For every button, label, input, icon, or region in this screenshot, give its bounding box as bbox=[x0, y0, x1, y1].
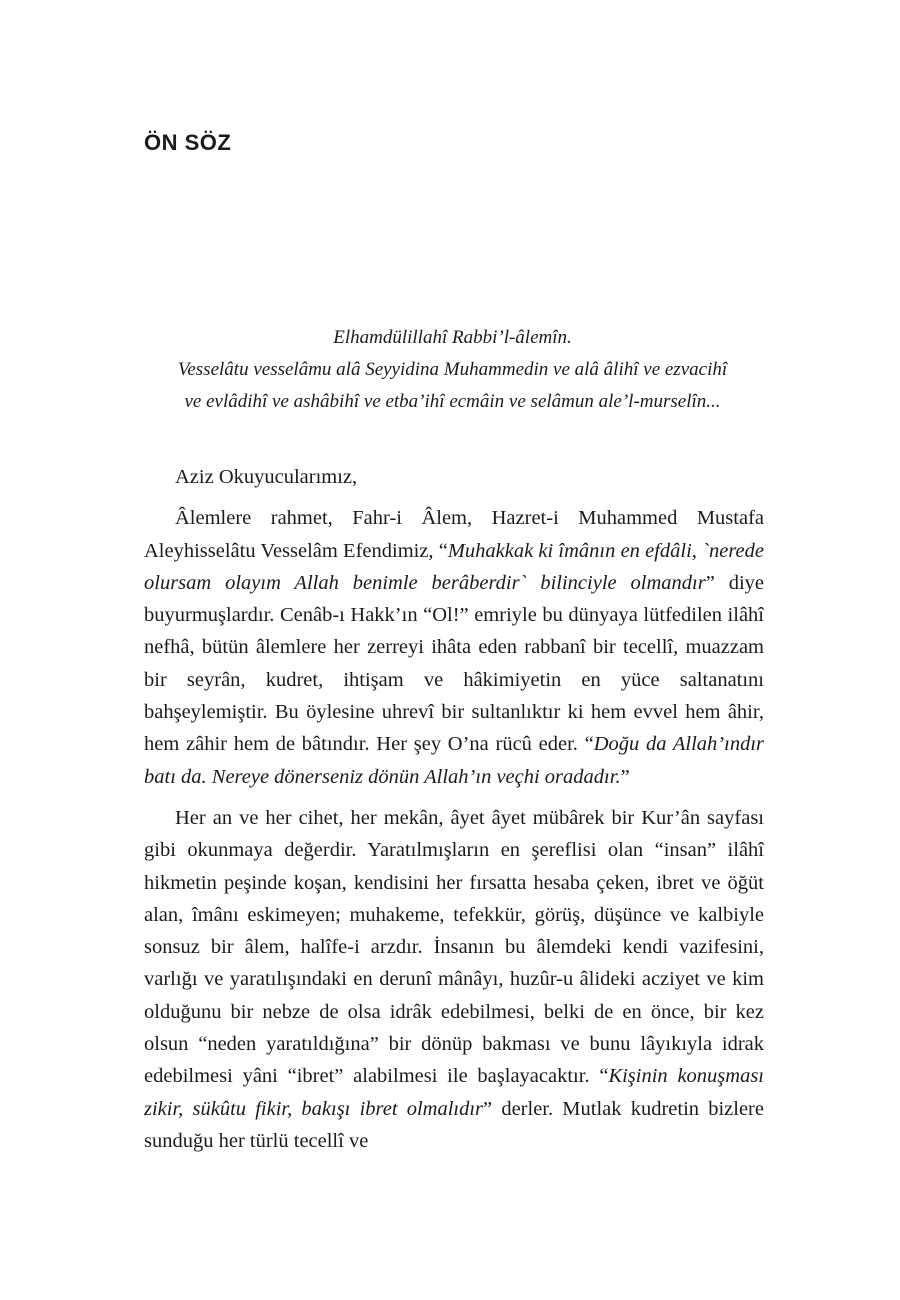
invocation-line-1: Elhamdülillahî Rabbi’l-âlemîn. bbox=[333, 327, 572, 348]
paragraph-2-quote-a: Kişinin konuşması zikir, sükûtu fikir, bakışı ibret olmalıdır bbox=[144, 1065, 764, 1120]
invocation-line-2: Vesselâtu vesselâmu alâ Seyyidina Muhammedin ve alâ âlihî ve ezvacihî ve evlâdihî ve ashâbihî ve etba’ihî ecmâin ve selâmun ale’l-murselîn... bbox=[177, 359, 728, 412]
body-text bbox=[144, 461, 764, 1157]
paragraph-1-text-a: Âlemlere rahmet, Fahr-i Âlem, Hazret-i Muhammed Mustafa Aleyhisselâtu Vesselâm Efendimiz, “ bbox=[144, 507, 764, 562]
paragraph-2 bbox=[144, 802, 764, 1157]
paragraph-1 bbox=[144, 502, 764, 793]
chapter-heading: ÖN SÖZ bbox=[144, 130, 232, 155]
paragraph-2-text-a: Her an ve her cihet, her mekân, âyet âyet mübârek bir Kur’ân sayfası gibi okunmaya değerdir. Yaratılmışların en şereflisi olan “insan” ilâhî hikmetin peşinde koşan, kendisini her fırsatta hesaba çeken, ibret ve öğüt alan, îmânı eskimeyen; muhakeme, tefekkür, görüş, düşünce ve kalbiyle sonsuz bir âlem, halîfe-i arzdır. İnsanın bu âlemdeki kendi vazifesini, varlığı ve yaratılışındaki en derunî mânâyı, huzûr-u âlideki acziyet ve kim olduğunu bir nebze de olsa idrâk edebilmesi, belki de en önce, bir kez olsun “neden yaratıldığına” bir dönüp bakması ve bunu lâyıkıyla idrak edebilmesi yâni “ibret” alabilmesi ile başlayacaktır. “ bbox=[144, 806, 764, 1088]
paragraph-1-quote-a: Muhakkak ki îmânın en efdâli, `nerede olursam olayım Allah benimle berâberdir` bilinciyle olmandır bbox=[144, 539, 764, 594]
salutation: Aziz Okuyucularımız, bbox=[175, 466, 358, 488]
paragraph-1-text-b: ” diye buyurmuşlardır. Cenâb-ı Hakk’ın “Ol!” emriyle bu dünyaya lütfedilen ilâhî nefhâ, bütün âlemlere her zerreyi ihâta eden rabbanî bir tecellî, muazzam bir seyrân, kudret, ihtişam ve hâkimiyetin en yüce saltanatını bahşeylemiştir. Bu öylesine uhrevî bir sultanlıktır ki hem evvel hem âhir, hem zâhir hem de bâtındır. Her şey O’na rücû eder. “ bbox=[144, 571, 764, 756]
paragraph-2-text-b: ” derler. Mutlak kudretin bizlere sunduğu her türlü tecellî ve bbox=[144, 1097, 764, 1152]
invocation-block bbox=[170, 322, 735, 418]
paragraph-1-text-c: ” bbox=[620, 765, 630, 788]
paragraph-1-quote-b: Doğu da Allah’ındır batı da. Nereye dönerseniz dönün Allah’ın veçhi oradadır. bbox=[144, 733, 764, 788]
